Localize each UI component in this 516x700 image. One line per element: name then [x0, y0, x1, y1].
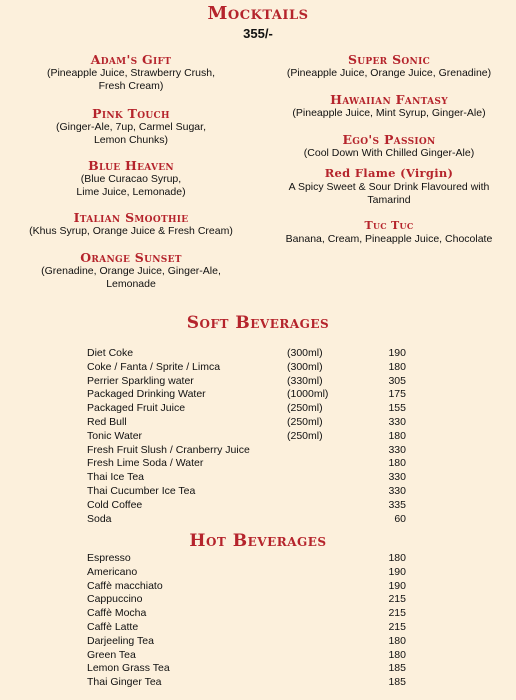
list-item [0, 402, 516, 416]
mocktail-desc: (Pineapple Juice, Mint Syrup, Ginger-Ale) [292, 107, 486, 119]
mocktail-name: Tuc Tuc [364, 219, 414, 232]
mocktail-item [262, 52, 516, 92]
item-price: 330 [388, 415, 406, 428]
mocktail-item [0, 106, 262, 158]
item-name: Caffè macchiato [87, 579, 163, 592]
item-price: 190 [388, 565, 406, 578]
mocktails-left-column [0, 52, 262, 291]
mocktail-name: Super Sonic [347, 52, 431, 67]
mocktail-name: Red Flame (Virgin) [324, 166, 454, 180]
item-price: 330 [388, 443, 406, 456]
mocktail-desc: Banana, Cream, Pineapple Juice, Chocolate [285, 233, 493, 245]
item-name: Coke / Fanta / Sprite / Limca [87, 360, 221, 373]
item-price: 180 [388, 457, 406, 470]
list-item [0, 375, 516, 389]
item-name: Fresh Lime Soda / Water [87, 457, 204, 470]
list-item [0, 621, 516, 635]
item-price: 180 [388, 360, 406, 373]
mocktail-item [0, 210, 262, 250]
list-item [0, 499, 516, 513]
item-price: 305 [388, 374, 406, 387]
item-price: 335 [388, 498, 406, 511]
mocktail-desc: (Pineapple Juice, Orange Juice, Grenadine) [286, 67, 492, 79]
mocktail-name: Hawaiian Fantasy [330, 92, 448, 107]
item-name: Thai Cucumber Ice Tea [87, 484, 196, 497]
item-price: 175 [388, 388, 406, 401]
mocktail-desc: (Pineapple Juice, Strawberry Crush, [46, 67, 216, 79]
soft-beverages-title: Soft Beverages [186, 313, 330, 333]
list-item [0, 580, 516, 594]
item-name: Lemon Grass Tea [87, 662, 170, 675]
mocktail-desc: (Grenadine, Orange Juice, Ginger-Ale, [41, 265, 221, 277]
list-item [0, 607, 516, 621]
mocktail-desc: (Cool Down With Chilled Ginger-Ale) [303, 147, 475, 159]
item-size: (330ml) [287, 374, 323, 387]
item-name: Packaged Fruit Juice [87, 402, 186, 415]
mocktail-desc: (Blue Curacao Syrup, [80, 173, 182, 185]
item-price: 330 [388, 471, 406, 484]
list-item [0, 649, 516, 663]
mocktails-price: 355/- [243, 26, 273, 41]
mocktail-desc: A Spicy Sweet & Sour Drink Flavoured with [288, 181, 490, 193]
mocktail-item [262, 218, 516, 246]
list-item [0, 388, 516, 402]
item-name: Perrier Sparkling water [87, 374, 194, 387]
mocktail-desc: (Khus Syrup, Orange Juice & Fresh Cream) [29, 225, 233, 237]
item-size: (300ml) [287, 347, 323, 359]
item-name: Red Bull [87, 415, 127, 428]
mocktail-name: Pink Touch [92, 106, 170, 121]
item-size: (300ml) [287, 360, 323, 373]
list-item [0, 444, 516, 458]
item-size: (250ml) [287, 415, 323, 428]
item-name: Thai Ice Tea [87, 471, 145, 484]
item-name: Caffè Mocha [87, 607, 147, 620]
mocktail-desc: Tamarind [367, 194, 411, 206]
item-size: (1000ml) [287, 388, 329, 401]
mocktail-name: Italian Smoothie [73, 210, 189, 225]
list-item [0, 471, 516, 485]
item-name: Darjeeling Tea [87, 634, 154, 647]
item-size: (250ml) [287, 429, 323, 442]
mocktail-desc: Fresh Cream) [98, 80, 164, 92]
mocktail-desc: Lemonade [106, 278, 156, 290]
item-price: 190 [388, 347, 406, 359]
mocktail-desc: Lemon Chunks) [93, 134, 169, 146]
item-price: 185 [388, 676, 406, 689]
mocktail-desc: (Ginger-Ale, 7up, Carmel Sugar, [56, 121, 206, 133]
soft-beverages-list [0, 347, 516, 526]
list-item [0, 457, 516, 471]
item-price: 180 [388, 429, 406, 442]
mocktail-name: Orange Sunset [80, 250, 182, 265]
list-item [0, 416, 516, 430]
item-name: Green Tea [87, 648, 136, 661]
mocktail-item [0, 250, 262, 291]
mocktail-item [262, 166, 516, 218]
item-name: Soda [87, 512, 112, 525]
hot-beverages-list [0, 552, 516, 690]
item-price: 190 [388, 579, 406, 592]
item-price: 60 [394, 512, 406, 525]
item-price: 215 [388, 607, 406, 620]
item-name: Caffè Latte [87, 620, 139, 633]
list-item [0, 552, 516, 566]
hot-beverages-title: Hot Beverages [189, 531, 327, 551]
list-item [0, 635, 516, 649]
mocktails-title: Mocktails [207, 3, 309, 24]
mocktail-item [0, 158, 262, 210]
list-item [0, 430, 516, 444]
item-price: 180 [388, 634, 406, 647]
mocktail-desc: Lime Juice, Lemonade) [76, 186, 186, 198]
list-item [0, 662, 516, 676]
item-name: Packaged Drinking Water [87, 388, 206, 401]
item-price: 215 [388, 620, 406, 633]
item-name: Americano [87, 565, 138, 578]
item-name: Espresso [87, 552, 131, 564]
list-item [0, 676, 516, 690]
mocktail-name: Adam's Gift [90, 52, 172, 67]
item-name: Cappuccino [87, 593, 143, 606]
list-item [0, 485, 516, 499]
mocktail-name: Ego's Passion [342, 132, 436, 147]
item-name: Thai Ginger Tea [87, 676, 162, 689]
list-item [0, 593, 516, 607]
item-price: 185 [388, 662, 406, 675]
item-name: Fresh Fruit Slush / Cranberry Juice [87, 443, 250, 456]
item-price: 155 [388, 402, 406, 415]
item-name: Tonic Water [87, 429, 143, 442]
item-price: 180 [388, 648, 406, 661]
item-size: (250ml) [287, 402, 323, 415]
list-item [0, 347, 516, 361]
mocktails-right-column [262, 52, 516, 246]
item-price: 215 [388, 593, 406, 606]
list-item [0, 361, 516, 375]
list-item [0, 513, 516, 527]
item-price: 330 [388, 484, 406, 497]
item-name: Diet Coke [87, 347, 134, 359]
item-name: Cold Coffee [87, 498, 143, 511]
mocktail-name: Blue Heaven [88, 158, 174, 173]
mocktail-item [262, 132, 516, 166]
item-price: 180 [388, 552, 406, 564]
mocktail-item [0, 52, 262, 106]
mocktail-item [262, 92, 516, 132]
list-item [0, 566, 516, 580]
